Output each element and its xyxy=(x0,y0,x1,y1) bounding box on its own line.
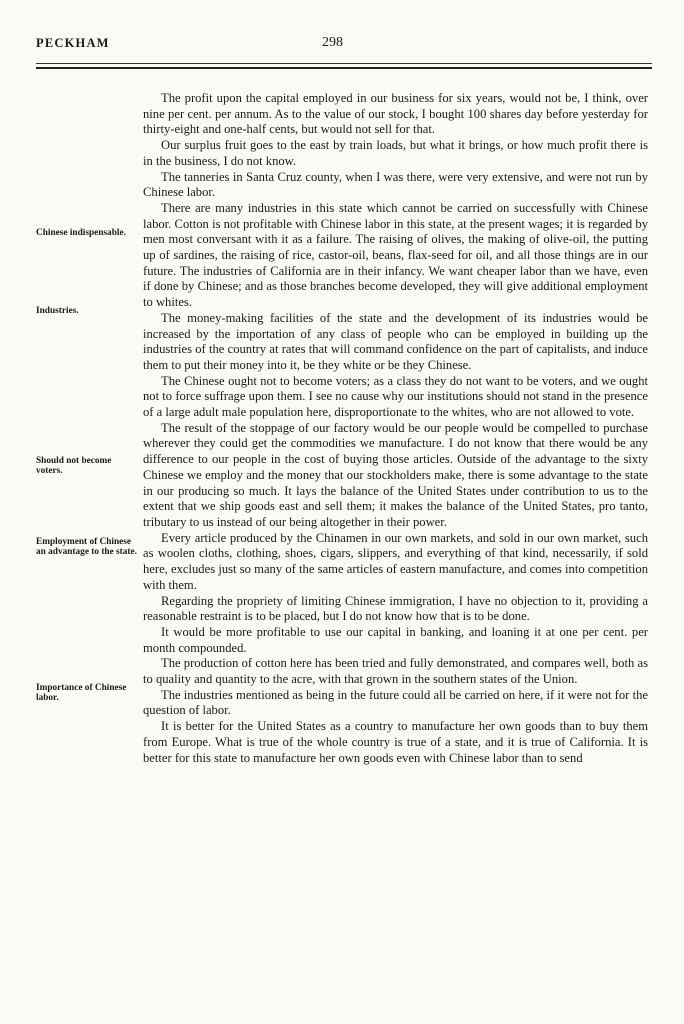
paragraph: The Chinese ought not to become voters; as a class they do not want to be voters, and we ought not to force suffrage upon them. I see no cause why our institutions should not stand in the presence of a large adult male population here, disproportionate to the whites, who are not allowed to vote. xyxy=(143,373,648,420)
paragraph: Our surplus fruit goes to the east by train loads, but what it brings, or how much profit there is in the business, I do not know. xyxy=(143,138,648,168)
margin-note-voters: Should not become voters. xyxy=(36,456,112,476)
paragraph: The industries mentioned as being in the future could all be carried on here, if it were not for the question of labor. xyxy=(143,687,648,718)
body-text xyxy=(143,91,648,766)
header-rule-thin xyxy=(36,63,652,64)
paragraph: Regarding the propriety of limiting Chinese immigration, I have no objection to it, providing a reasonable restraint is to be placed, but I do not know how that is to be done. xyxy=(143,593,648,624)
margin-note-importance: Importance of Chinese labor. xyxy=(36,683,127,703)
page-header xyxy=(0,0,684,70)
paragraph: Every article produced by the Chinamen in our own markets, and sold in our own market, such as woolen cloths, clothing, shoes, cigars, slippers, and everything of that kind, necessarily, if sold here, excludes just so many of the same articles of eastern manufacture, and comes into competition with them. xyxy=(143,530,648,592)
header-rule-thick xyxy=(36,67,652,69)
paragraph: It would be more profitable to use our capital in banking, and loaning it at one per cent. per month compounded. xyxy=(143,624,648,655)
margin-note-chinese-indispensable: Chinese indispensable. xyxy=(36,228,126,238)
paragraph: The money-making facilities of the state and the development of its industries would be increased by the importation of any class of people who can be employed in building up the industries of the country at rates that will command confidence on the part of capitalists, and induce them to put their money into it, be they white or be they Chinese. xyxy=(143,310,648,372)
margin-note-industries: Industries. xyxy=(36,306,79,316)
paragraph: It is better for the United States as a country to manufacture her own goods than to buy them from Europe. What is true of the whole country is true of a state, and it is true of California. It is better for this state to manufacture her own goods even with Chinese labor than to send xyxy=(143,719,648,765)
paragraph: The profit upon the capital employed in our business for six years, would not be, I think, over nine per cent. per annum. As to the value of our stock, I bought 100 shares day before yesterday for thirty-eight and one-half cents, but would not sell for that. xyxy=(143,91,648,137)
paragraph: There are many industries in this state which cannot be carried on successfully with Chinese labor. Cotton is not profitable with Chinese labor in this state, at the present wages; it is regarded by men most conversant with it as a failure. The raising of olives, the making of olive-oil, the putting up of sardines, the raising of rice, castor-oil, beans, flax-seed for oil, and all those things are in our future. The industries of California are in their infancy. We want cheaper labor than we have, even if done by Chinese; and as those branches become developed, they will give additional employment to whites. xyxy=(143,200,648,310)
margin-note-employment: Employment of Chinese an advantage to the state. xyxy=(36,537,137,557)
paragraph: The result of the stoppage of our factory would be our people would be compelled to purchase wherever they could get the commodities we manufacture. I do not know that there would be any difference to our people in the cost of buying those articles. Outside of the advantage to the sixty Chinese we employ and the money that our stockholders make, there is some advantage to the state in our producing so much. It lays the balance of the United States under contribution to us to the extent that we ship goods east and sell them; it makes the balance of the United States, pro tanto, tributary to us instead of our being altogether in their power. xyxy=(143,420,648,529)
paragraph: The production of cotton here has been tried and fully demonstrated, and compares well, both as to quality and quantity to the acre, with that grown in the southern states of the Union. xyxy=(143,656,648,687)
page-number: 298 xyxy=(322,35,343,50)
running-head: PECKHAM xyxy=(36,36,110,50)
paragraph: The tanneries in Santa Cruz county, when I was there, were very extensive, and were not run by Chinese labor. xyxy=(143,169,648,200)
